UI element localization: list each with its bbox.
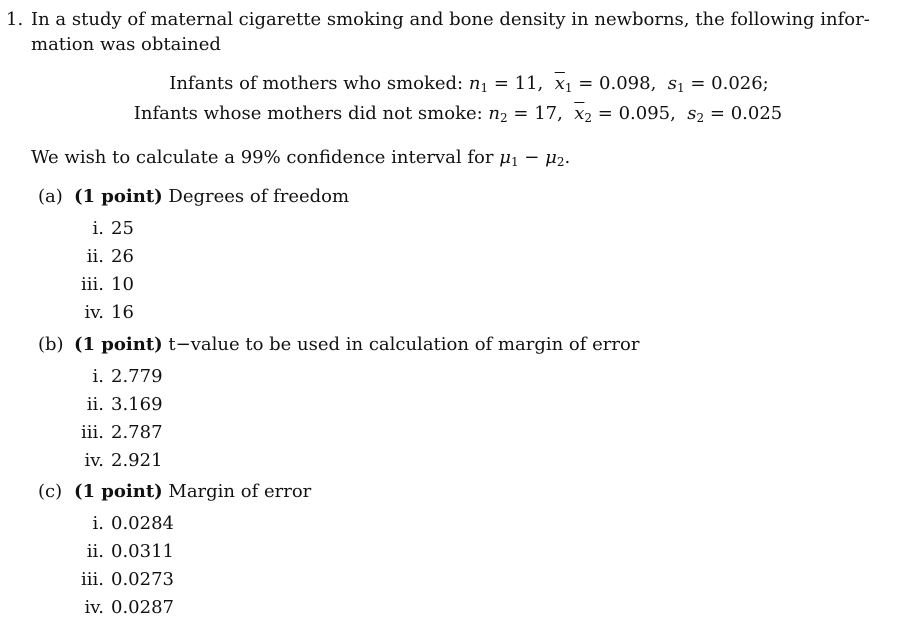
choice-value: 0.0287 (111, 597, 174, 618)
part-b-prompt (74, 333, 639, 357)
part-c-text: Margin of error (168, 481, 312, 502)
choice-number: iv. (84, 597, 104, 618)
group1-mean: 0.098 (599, 73, 651, 94)
choice-value: 0.0273 (111, 569, 174, 590)
choice-value: 2.787 (111, 422, 163, 443)
group2-data-line: Infants whose mothers did not smoke: $n_2 = 17$, $\overline{x}_2 = 0.095$, $s_2 = 0.025$ (133, 103, 783, 125)
choice-value: 16 (111, 302, 134, 323)
choice-value: 26 (111, 246, 134, 267)
problem-number: 1. (6, 9, 24, 30)
choice-number: ii. (86, 394, 104, 415)
choice-value: 2.779 (111, 366, 163, 387)
part-a-label: (a) (38, 186, 63, 207)
choice-number: i. (92, 513, 104, 534)
group2-sd: 0.025 (730, 103, 783, 124)
group2-n: 17 (534, 103, 558, 124)
intro-sentence: We wish to calculate a 99% confidence interval for $\mu_1 - \mu_2$. (31, 147, 571, 169)
choice-value: 10 (111, 274, 134, 295)
group2-mean: 0.095 (618, 103, 671, 124)
choice-number: iii. (81, 422, 104, 443)
group1-label: Infants of mothers who smoked: (169, 73, 464, 94)
choice-value: 0.0284 (111, 513, 174, 534)
choice-number: i. (92, 366, 104, 387)
choice-number: iv. (84, 450, 104, 471)
group1-data-line: Infants of mothers who smoked: $n_1 = 11$, $\overline{x}_1 = 0.098$, $s_1 = 0.026$; (169, 73, 769, 95)
part-b-text: t−value to be used in calculation of margin of error (168, 334, 640, 355)
part-c-prompt (74, 480, 311, 504)
choice-number: iii. (81, 274, 104, 295)
choice-number: ii. (86, 246, 104, 267)
problem-stem-line-1: In a study of maternal cigarette smoking and bone density in newborns, the following infor- (31, 9, 870, 30)
part-a-text: Degrees of freedom (168, 186, 350, 207)
part-b-label: (b) (38, 334, 64, 355)
part-c-points: (1 point) (74, 481, 163, 502)
intro-text: We wish to calculate a 99% confidence interval for (31, 147, 494, 168)
part-a-points: (1 point) (74, 186, 163, 207)
choice-number: ii. (86, 541, 104, 562)
choice-number: i. (92, 218, 104, 239)
group1-sd: 0.026; (711, 73, 769, 94)
choice-value: 2.921 (111, 450, 163, 471)
choice-number: iii. (81, 569, 104, 590)
group1-n: 11 (514, 73, 538, 94)
part-c-label: (c) (38, 481, 63, 502)
problem-stem-line-2: mation was obtained (31, 34, 221, 55)
choice-value: 0.0311 (111, 541, 174, 562)
group2-label: Infants whose mothers did not smoke: (133, 103, 483, 124)
choice-value: 3.169 (111, 394, 163, 415)
choice-value: 25 (111, 218, 134, 239)
choice-number: iv. (84, 302, 104, 323)
part-a-prompt (74, 185, 349, 209)
part-b-points: (1 point) (74, 334, 163, 355)
